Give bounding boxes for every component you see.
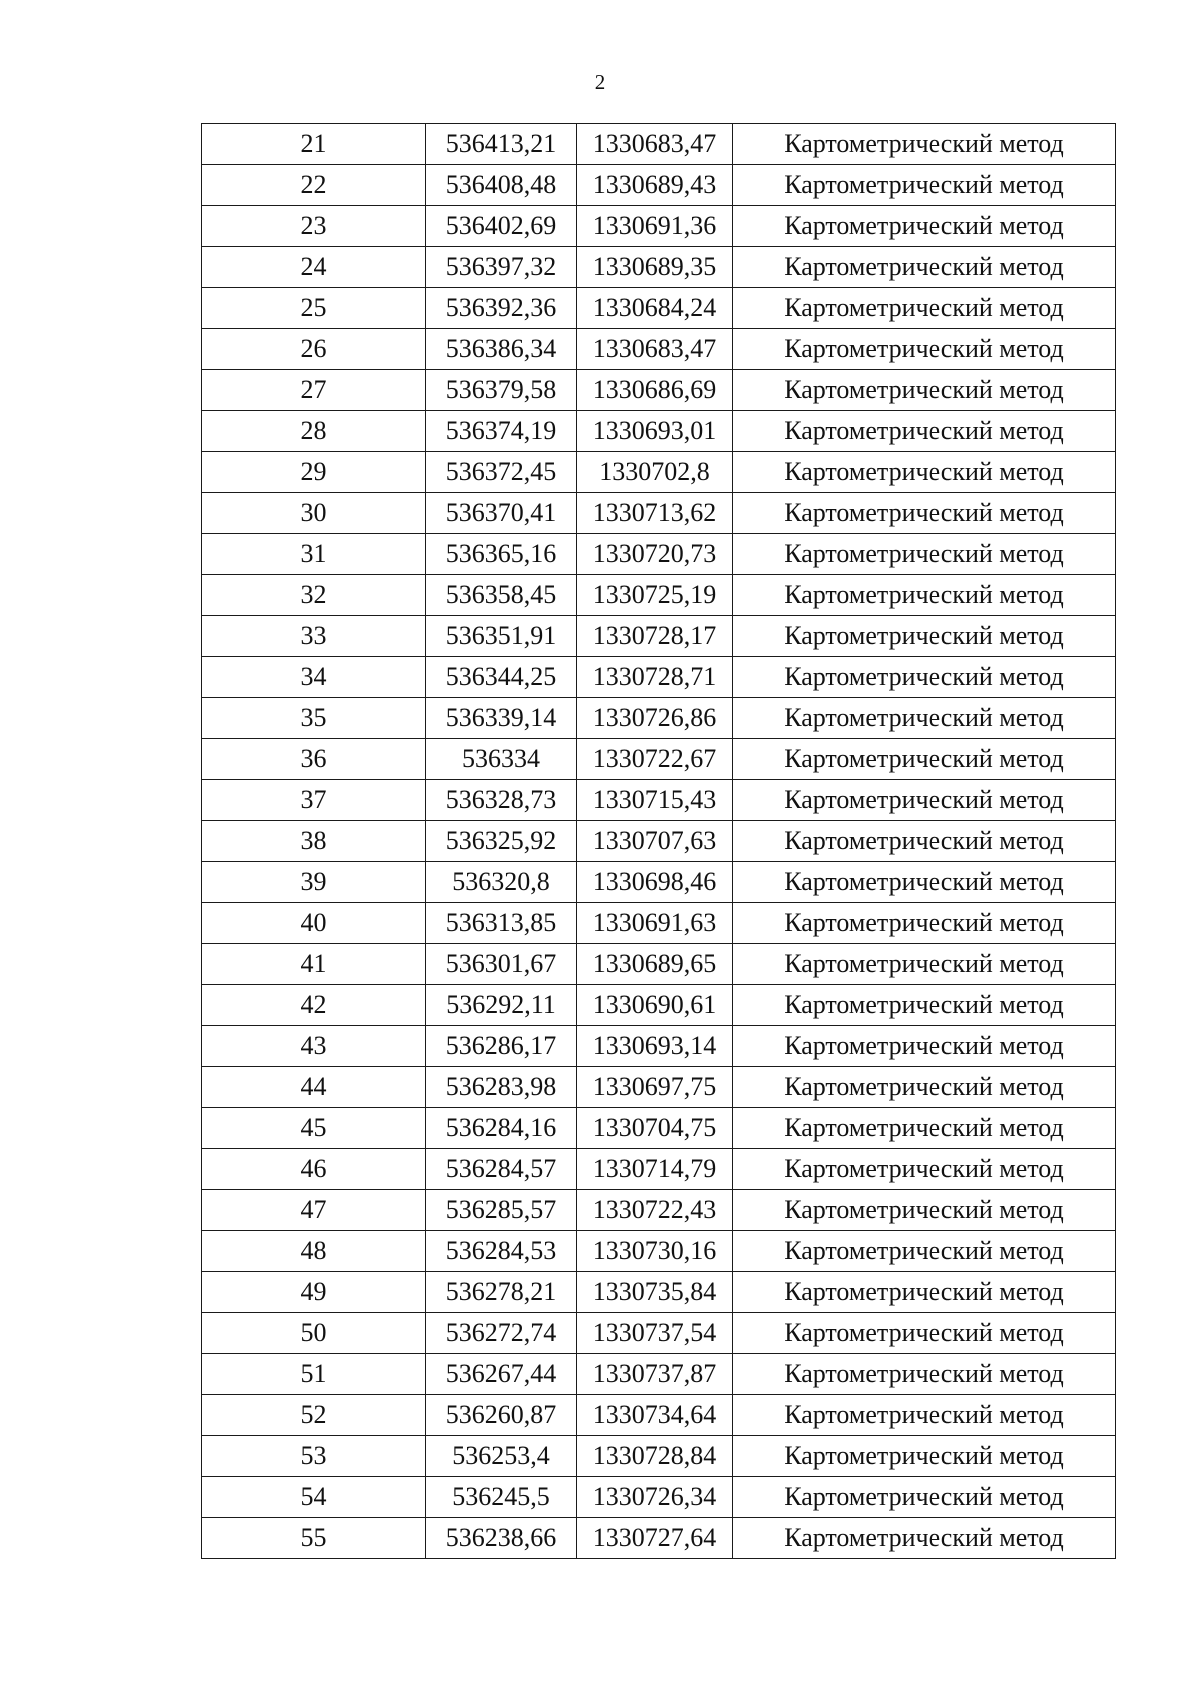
x-coordinate-cell: 536313,85 [426, 903, 577, 944]
coordinates-table [201, 123, 1116, 1559]
y-coordinate-cell: 1330691,36 [577, 206, 733, 247]
y-coordinate-cell: 1330726,86 [577, 698, 733, 739]
x-coordinate-cell: 536370,41 [426, 493, 577, 534]
table-row [202, 288, 1116, 329]
method-cell: Картометрический метод [733, 1354, 1116, 1395]
method-cell: Картометрический метод [733, 657, 1116, 698]
y-coordinate-cell: 1330735,84 [577, 1272, 733, 1313]
point-number-cell: 42 [202, 985, 426, 1026]
y-coordinate-cell: 1330726,34 [577, 1477, 733, 1518]
method-cell: Картометрический метод [733, 1477, 1116, 1518]
x-coordinate-cell: 536245,5 [426, 1477, 577, 1518]
table-row [202, 903, 1116, 944]
point-number-cell: 39 [202, 862, 426, 903]
point-number-cell: 31 [202, 534, 426, 575]
table-row [202, 165, 1116, 206]
table-row [202, 1108, 1116, 1149]
method-cell: Картометрический метод [733, 1231, 1116, 1272]
method-cell: Картометрический метод [733, 698, 1116, 739]
y-coordinate-cell: 1330690,61 [577, 985, 733, 1026]
y-coordinate-cell: 1330728,84 [577, 1436, 733, 1477]
table-row [202, 657, 1116, 698]
x-coordinate-cell: 536413,21 [426, 124, 577, 165]
table-row [202, 1231, 1116, 1272]
y-coordinate-cell: 1330684,24 [577, 288, 733, 329]
table-row [202, 862, 1116, 903]
table-row [202, 411, 1116, 452]
y-coordinate-cell: 1330686,69 [577, 370, 733, 411]
method-cell: Картометрический метод [733, 247, 1116, 288]
y-coordinate-cell: 1330707,63 [577, 821, 733, 862]
coordinates-table-body [202, 124, 1116, 1559]
table-row [202, 329, 1116, 370]
table-row [202, 452, 1116, 493]
point-number-cell: 46 [202, 1149, 426, 1190]
method-cell: Картометрический метод [733, 1026, 1116, 1067]
point-number-cell: 43 [202, 1026, 426, 1067]
y-coordinate-cell: 1330698,46 [577, 862, 733, 903]
x-coordinate-cell: 536284,16 [426, 1108, 577, 1149]
method-cell: Картометрический метод [733, 1395, 1116, 1436]
x-coordinate-cell: 536325,92 [426, 821, 577, 862]
y-coordinate-cell: 1330737,87 [577, 1354, 733, 1395]
method-cell: Картометрический метод [733, 1067, 1116, 1108]
x-coordinate-cell: 536260,87 [426, 1395, 577, 1436]
y-coordinate-cell: 1330683,47 [577, 329, 733, 370]
table-row [202, 1436, 1116, 1477]
method-cell: Картометрический метод [733, 1313, 1116, 1354]
x-coordinate-cell: 536238,66 [426, 1518, 577, 1559]
point-number-cell: 50 [202, 1313, 426, 1354]
x-coordinate-cell: 536397,32 [426, 247, 577, 288]
x-coordinate-cell: 536284,53 [426, 1231, 577, 1272]
point-number-cell: 55 [202, 1518, 426, 1559]
y-coordinate-cell: 1330713,62 [577, 493, 733, 534]
point-number-cell: 34 [202, 657, 426, 698]
x-coordinate-cell: 536328,73 [426, 780, 577, 821]
x-coordinate-cell: 536351,91 [426, 616, 577, 657]
y-coordinate-cell: 1330737,54 [577, 1313, 733, 1354]
y-coordinate-cell: 1330722,43 [577, 1190, 733, 1231]
method-cell: Картометрический метод [733, 780, 1116, 821]
y-coordinate-cell: 1330689,43 [577, 165, 733, 206]
point-number-cell: 26 [202, 329, 426, 370]
y-coordinate-cell: 1330722,67 [577, 739, 733, 780]
point-number-cell: 38 [202, 821, 426, 862]
point-number-cell: 33 [202, 616, 426, 657]
table-row [202, 1067, 1116, 1108]
method-cell: Картометрический метод [733, 370, 1116, 411]
table-row [202, 1272, 1116, 1313]
table-row [202, 206, 1116, 247]
point-number-cell: 45 [202, 1108, 426, 1149]
method-cell: Картометрический метод [733, 862, 1116, 903]
table-row [202, 534, 1116, 575]
table-row [202, 1313, 1116, 1354]
x-coordinate-cell: 536392,36 [426, 288, 577, 329]
table-row [202, 944, 1116, 985]
x-coordinate-cell: 536386,34 [426, 329, 577, 370]
x-coordinate-cell: 536278,21 [426, 1272, 577, 1313]
point-number-cell: 51 [202, 1354, 426, 1395]
point-number-cell: 35 [202, 698, 426, 739]
y-coordinate-cell: 1330693,01 [577, 411, 733, 452]
table-row [202, 739, 1116, 780]
table-row [202, 1395, 1116, 1436]
method-cell: Картометрический метод [733, 411, 1116, 452]
point-number-cell: 27 [202, 370, 426, 411]
x-coordinate-cell: 536374,19 [426, 411, 577, 452]
x-coordinate-cell: 536320,8 [426, 862, 577, 903]
point-number-cell: 23 [202, 206, 426, 247]
method-cell: Картометрический метод [733, 1518, 1116, 1559]
method-cell: Картометрический метод [733, 124, 1116, 165]
x-coordinate-cell: 536379,58 [426, 370, 577, 411]
x-coordinate-cell: 536253,4 [426, 1436, 577, 1477]
y-coordinate-cell: 1330691,63 [577, 903, 733, 944]
point-number-cell: 54 [202, 1477, 426, 1518]
table-row [202, 821, 1116, 862]
page-number: 2 [594, 70, 606, 94]
x-coordinate-cell: 536365,16 [426, 534, 577, 575]
y-coordinate-cell: 1330689,35 [577, 247, 733, 288]
y-coordinate-cell: 1330702,8 [577, 452, 733, 493]
table-row [202, 1354, 1116, 1395]
point-number-cell: 22 [202, 165, 426, 206]
x-coordinate-cell: 536285,57 [426, 1190, 577, 1231]
method-cell: Картометрический метод [733, 985, 1116, 1026]
point-number-cell: 52 [202, 1395, 426, 1436]
method-cell: Картометрический метод [733, 288, 1116, 329]
table-row [202, 1026, 1116, 1067]
point-number-cell: 40 [202, 903, 426, 944]
point-number-cell: 24 [202, 247, 426, 288]
point-number-cell: 47 [202, 1190, 426, 1231]
method-cell: Картометрический метод [733, 616, 1116, 657]
method-cell: Картометрический метод [733, 739, 1116, 780]
method-cell: Картометрический метод [733, 493, 1116, 534]
method-cell: Картометрический метод [733, 1272, 1116, 1313]
x-coordinate-cell: 536286,17 [426, 1026, 577, 1067]
method-cell: Картометрический метод [733, 534, 1116, 575]
point-number-cell: 25 [202, 288, 426, 329]
table-row [202, 985, 1116, 1026]
y-coordinate-cell: 1330689,65 [577, 944, 733, 985]
table-row [202, 1190, 1116, 1231]
x-coordinate-cell: 536283,98 [426, 1067, 577, 1108]
method-cell: Картометрический метод [733, 1108, 1116, 1149]
point-number-cell: 29 [202, 452, 426, 493]
y-coordinate-cell: 1330714,79 [577, 1149, 733, 1190]
x-coordinate-cell: 536344,25 [426, 657, 577, 698]
method-cell: Картометрический метод [733, 575, 1116, 616]
method-cell: Картометрический метод [733, 1190, 1116, 1231]
point-number-cell: 53 [202, 1436, 426, 1477]
x-coordinate-cell: 536402,69 [426, 206, 577, 247]
method-cell: Картометрический метод [733, 903, 1116, 944]
table-row [202, 1518, 1116, 1559]
point-number-cell: 21 [202, 124, 426, 165]
x-coordinate-cell: 536372,45 [426, 452, 577, 493]
point-number-cell: 28 [202, 411, 426, 452]
point-number-cell: 48 [202, 1231, 426, 1272]
x-coordinate-cell: 536267,44 [426, 1354, 577, 1395]
x-coordinate-cell: 536358,45 [426, 575, 577, 616]
table-row [202, 698, 1116, 739]
point-number-cell: 44 [202, 1067, 426, 1108]
y-coordinate-cell: 1330734,64 [577, 1395, 733, 1436]
table-row [202, 493, 1116, 534]
y-coordinate-cell: 1330697,75 [577, 1067, 733, 1108]
table-row [202, 247, 1116, 288]
x-coordinate-cell: 536339,14 [426, 698, 577, 739]
method-cell: Картометрический метод [733, 1149, 1116, 1190]
point-number-cell: 30 [202, 493, 426, 534]
x-coordinate-cell: 536292,11 [426, 985, 577, 1026]
point-number-cell: 37 [202, 780, 426, 821]
table-row [202, 780, 1116, 821]
x-coordinate-cell: 536284,57 [426, 1149, 577, 1190]
method-cell: Картометрический метод [733, 452, 1116, 493]
y-coordinate-cell: 1330728,17 [577, 616, 733, 657]
y-coordinate-cell: 1330683,47 [577, 124, 733, 165]
y-coordinate-cell: 1330704,75 [577, 1108, 733, 1149]
method-cell: Картометрический метод [733, 206, 1116, 247]
y-coordinate-cell: 1330720,73 [577, 534, 733, 575]
table-row [202, 616, 1116, 657]
x-coordinate-cell: 536301,67 [426, 944, 577, 985]
table-row [202, 1477, 1116, 1518]
table-row [202, 575, 1116, 616]
point-number-cell: 32 [202, 575, 426, 616]
y-coordinate-cell: 1330715,43 [577, 780, 733, 821]
x-coordinate-cell: 536334 [426, 739, 577, 780]
point-number-cell: 49 [202, 1272, 426, 1313]
method-cell: Картометрический метод [733, 329, 1116, 370]
x-coordinate-cell: 536272,74 [426, 1313, 577, 1354]
method-cell: Картометрический метод [733, 944, 1116, 985]
y-coordinate-cell: 1330727,64 [577, 1518, 733, 1559]
point-number-cell: 36 [202, 739, 426, 780]
method-cell: Картометрический метод [733, 821, 1116, 862]
method-cell: Картометрический метод [733, 165, 1116, 206]
x-coordinate-cell: 536408,48 [426, 165, 577, 206]
method-cell: Картометрический метод [733, 1436, 1116, 1477]
y-coordinate-cell: 1330725,19 [577, 575, 733, 616]
y-coordinate-cell: 1330693,14 [577, 1026, 733, 1067]
y-coordinate-cell: 1330728,71 [577, 657, 733, 698]
y-coordinate-cell: 1330730,16 [577, 1231, 733, 1272]
table-row [202, 370, 1116, 411]
table-row [202, 124, 1116, 165]
point-number-cell: 41 [202, 944, 426, 985]
table-row [202, 1149, 1116, 1190]
